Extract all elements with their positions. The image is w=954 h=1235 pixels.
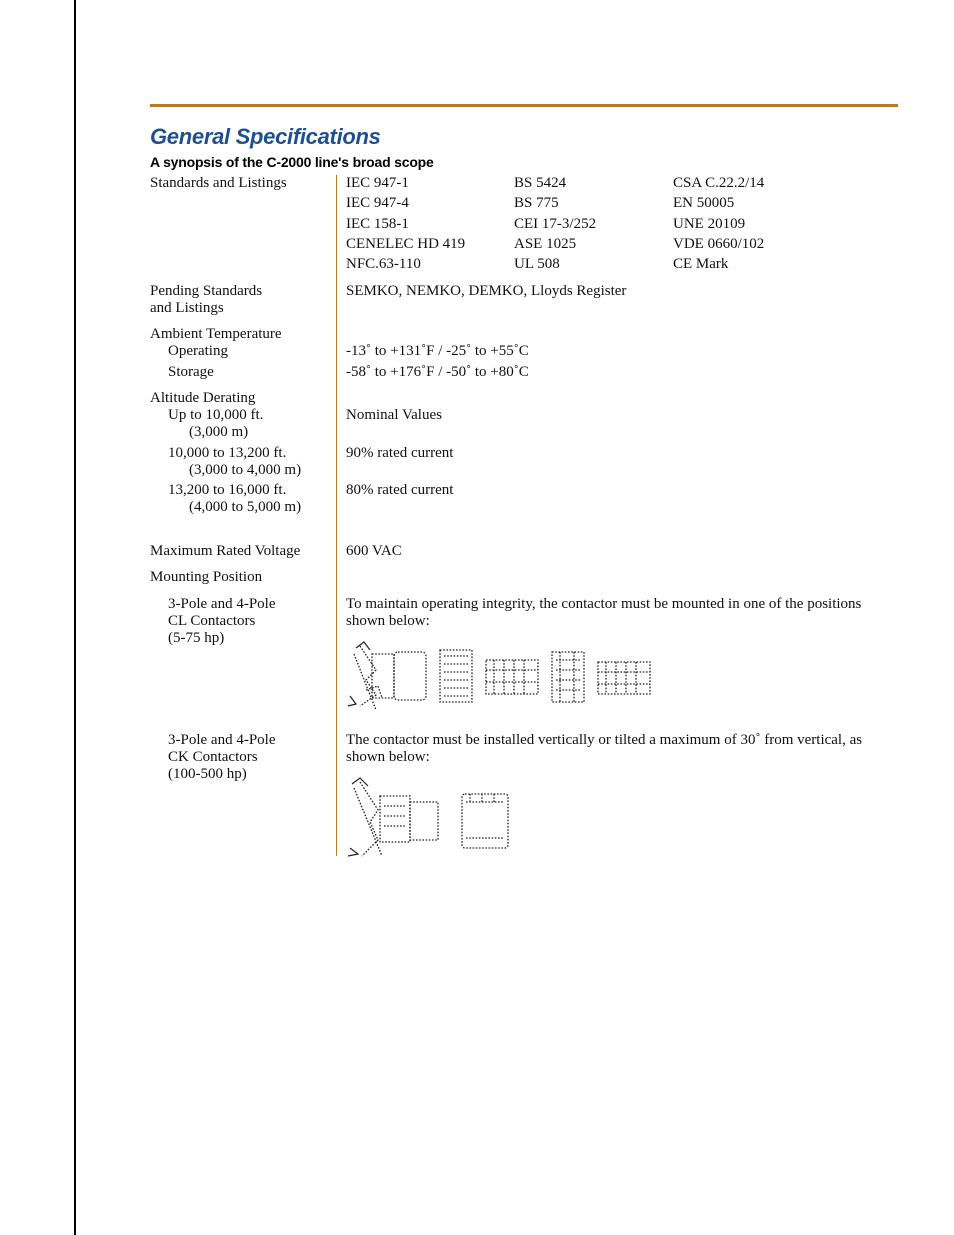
side-contactor-figure [486, 660, 538, 694]
standard-item: CSA C.22.2/14 [673, 175, 765, 191]
page-title: General Specifications [150, 124, 381, 149]
ck-mounting-diagram [346, 776, 516, 861]
ambient-label: Ambient Temperature [150, 326, 282, 342]
voltage-label: Maximum Rated Voltage [150, 543, 301, 559]
cl-mounting-text: To maintain operating integrity, the contactor must be mounted in one of the positions shown below: [346, 596, 862, 629]
column-divider [336, 175, 337, 856]
storage-label: Storage [168, 364, 214, 380]
page-margin-rule [74, 0, 76, 1235]
altitude-range-metric: (3,000 to 4,000 m) [189, 462, 302, 478]
standard-item: BS 775 [514, 195, 559, 211]
ck-label: 3-Pole and 4-Pole [168, 732, 276, 748]
tilted-ck-contactor-figure [348, 778, 438, 856]
mounting-label: Mounting Position [150, 569, 263, 585]
pending-label-cont: and Listings [150, 300, 224, 316]
altitude-range-metric: (4,000 to 5,000 m) [189, 499, 302, 515]
rotated-contactor-figure [598, 662, 650, 694]
ck-label-type: CK Contactors [168, 749, 258, 765]
ck-mounting-text: The contactor must be installed vertically or tilted a maximum of 30˚ from vertical, as shown below: [346, 732, 863, 765]
voltage-value: 600 VAC [346, 543, 402, 559]
ck-label-hp: (100-500 hp) [168, 766, 247, 782]
altitude-range: Up to 10,000 ft. [168, 407, 264, 423]
standard-item: IEC 158-1 [346, 216, 409, 232]
altitude-range-metric: (3,000 m) [189, 424, 249, 440]
standard-item: UNE 20109 [673, 216, 746, 232]
operating-label: Operating [168, 343, 228, 359]
standard-item: CENELEC HD 419 [346, 236, 466, 252]
altitude-range: 13,200 to 16,000 ft. [168, 482, 287, 498]
standard-item: IEC 947-1 [346, 175, 409, 191]
altitude-range: 10,000 to 13,200 ft. [168, 445, 287, 461]
cl-label: 3-Pole and 4-Pole [168, 596, 276, 612]
cl-label-type: CL Contactors [168, 613, 256, 629]
pending-label: Pending Standards [150, 283, 263, 299]
standard-item: CE Mark [673, 256, 729, 272]
tilted-contactor-figure [348, 642, 426, 710]
standard-item: UL 508 [514, 256, 560, 272]
standard-item: ASE 1025 [514, 236, 577, 252]
top-contactor-figure [552, 652, 584, 702]
standard-item: CEI 17-3/252 [514, 216, 597, 232]
front-contactor-figure [440, 650, 472, 702]
front-ck-contactor-figure [462, 794, 508, 848]
standard-item: IEC 947-4 [346, 195, 409, 211]
altitude-value: 80% rated current [346, 482, 454, 498]
header-rule [150, 104, 898, 107]
pending-value: SEMKO, NEMKO, DEMKO, Lloyds Register [346, 283, 627, 299]
operating-value: -13˚ to +131˚F / -25˚ to +55˚C [346, 343, 529, 359]
cl-mounting-diagram [346, 640, 656, 710]
standards-label: Standards and Listings [150, 175, 287, 191]
cl-label-hp: (5-75 hp) [168, 630, 225, 646]
altitude-value: 90% rated current [346, 445, 454, 461]
page-subtitle: A synopsis of the C-2000 line's broad scope [150, 154, 434, 170]
storage-value: -58˚ to +176˚F / -50˚ to +80˚C [346, 364, 529, 380]
standard-item: BS 5424 [514, 175, 567, 191]
standard-item: NFC.63-110 [346, 256, 421, 272]
altitude-label: Altitude Derating [150, 390, 256, 406]
standard-item: EN 50005 [673, 195, 735, 211]
altitude-value: Nominal Values [346, 407, 442, 423]
standard-item: VDE 0660/102 [673, 236, 765, 252]
